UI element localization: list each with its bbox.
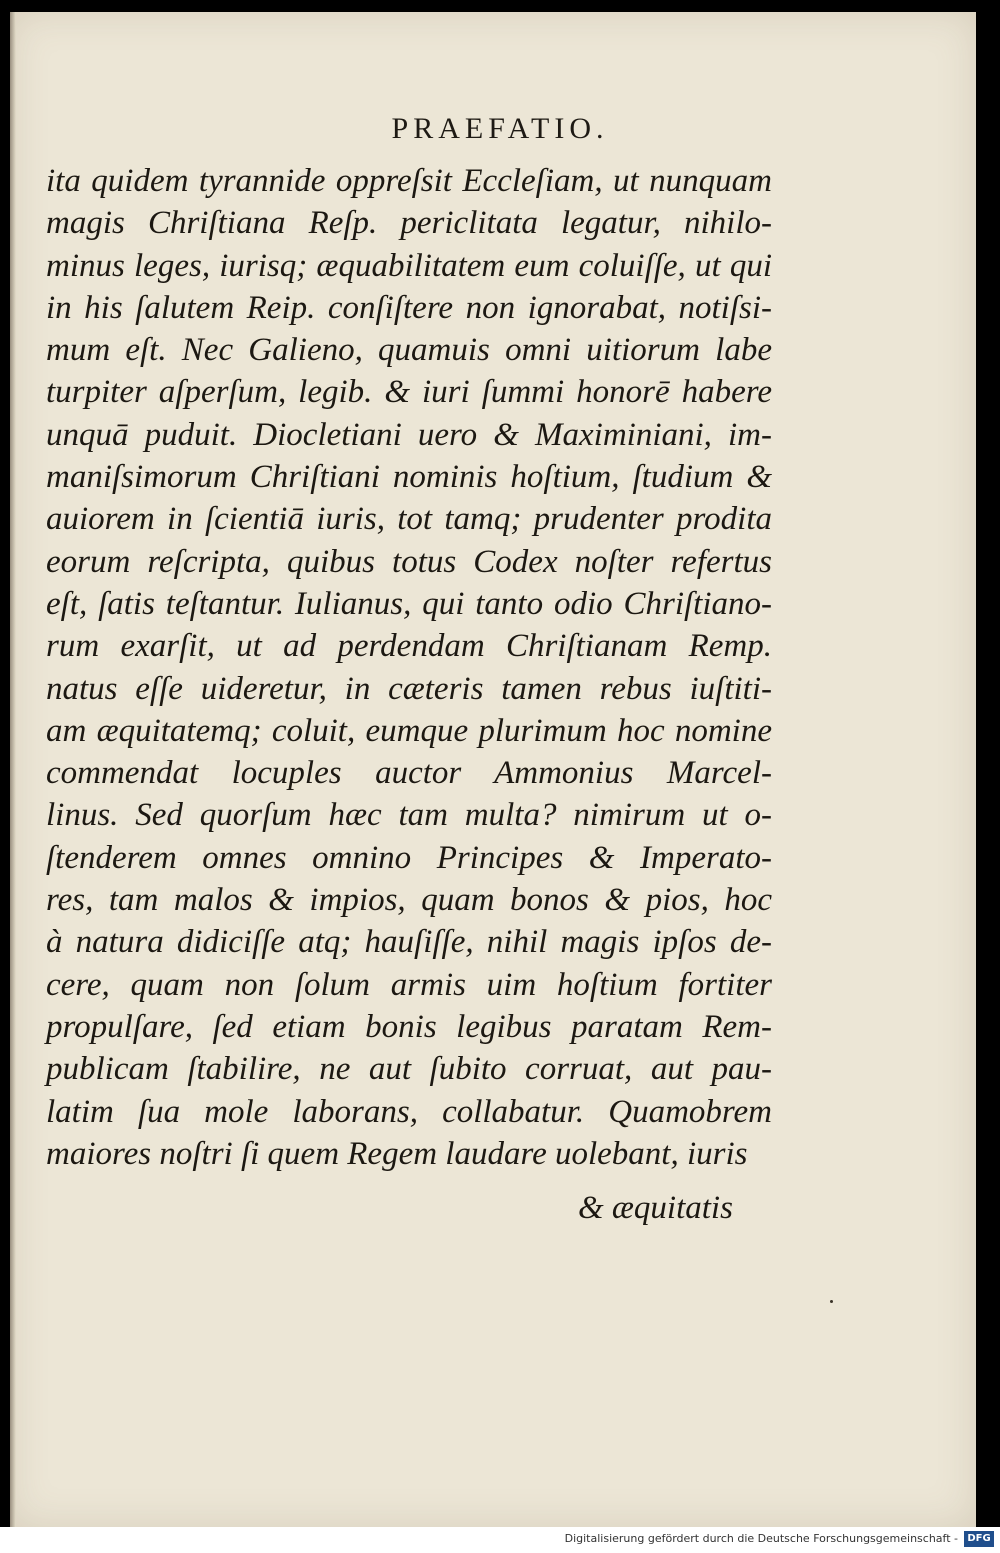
text-line: maniſsimorum Chriſtiani nominis hoſtium, ſtudium & bbox=[46, 459, 772, 496]
text-line: à natura didiciſſe atq; hauſiſſe, nihil magis ipſos de- bbox=[46, 924, 772, 961]
text-line: ita quidem tyrannide oppreſsit Eccleſiam, ut nunquam bbox=[46, 163, 772, 199]
text-line: in his ſalutem Reip. conſiſtere non ignorabat, notiſsi- bbox=[46, 289, 772, 326]
funding-credit: Digitalisierung gefördert durch die Deutsche Forschungsgemeinschaft - bbox=[564, 1532, 958, 1545]
text-line: propulſare, ſed etiam bonis legibus paratam Rem- bbox=[46, 1008, 772, 1045]
dfg-logo: DFG bbox=[964, 1531, 994, 1547]
text-line: eſt, ſatis teſtantur. Iulianus, qui tanto odio Chriſtiano- bbox=[46, 585, 772, 622]
text-line: res, tam malos & impios, quam bonos & pios, hoc bbox=[46, 882, 772, 919]
text-line: am æquitatemq; coluit, eumque plurimum hoc nomine bbox=[46, 712, 772, 749]
text-line: eorum reſcripta, quibus totus Codex noſter refertus bbox=[46, 543, 772, 580]
text-line: mum eſt. Nec Galieno, quamuis omni uitiorum labe bbox=[46, 332, 772, 369]
text-line: ſtenderem omnes omnino Principes & Imperato- bbox=[46, 839, 772, 876]
text-line: magis Chriſtiana Reſp. periclitata legatur, nihilo- bbox=[46, 205, 772, 242]
text-line: latim ſua mole laborans, collabatur. Quamobrem bbox=[46, 1093, 772, 1130]
running-head: PRAEFATIO. bbox=[391, 112, 609, 145]
catchword: & æquitatis bbox=[578, 1190, 733, 1226]
text-line: publicam ſtabilire, ne aut ſubito corruat, aut pau- bbox=[46, 1051, 772, 1088]
text-line: maiores noſtri ſi quem Regem laudare uolebant, iuris bbox=[46, 1135, 748, 1172]
text-line: auiorem in ſcientiā iuris, tot tamq; prudenter prodita bbox=[46, 501, 772, 538]
text-line: cere, quam non ſolum armis uim hoſtium fortiter bbox=[46, 966, 772, 1003]
body-text bbox=[46, 160, 772, 1175]
text-line: linus. Sed quorſum hæc tam multa? nimirum ut o- bbox=[46, 797, 772, 834]
text-line: minus leges, iurisq; æquabilitatem eum coluiſſe, ut qui bbox=[46, 247, 772, 284]
paper-speck bbox=[830, 1300, 833, 1303]
text-line: unquā puduit. Diocletiani uero & Maximiniani, im- bbox=[46, 416, 772, 453]
text-line: natus eſſe uideretur, in cæteris tamen rebus iuſtiti- bbox=[46, 670, 772, 707]
text-line: rum exarſit, ut ad perdendam Chriſtianam Remp. bbox=[46, 628, 772, 665]
text-line: commendat locuples auctor Ammonius Marcel- bbox=[46, 755, 772, 792]
footer-bar bbox=[0, 1527, 1000, 1553]
page-edge bbox=[10, 12, 16, 1527]
text-line: turpiter aſperſum, legib. & iuri ſummi honorē habere bbox=[46, 374, 772, 411]
